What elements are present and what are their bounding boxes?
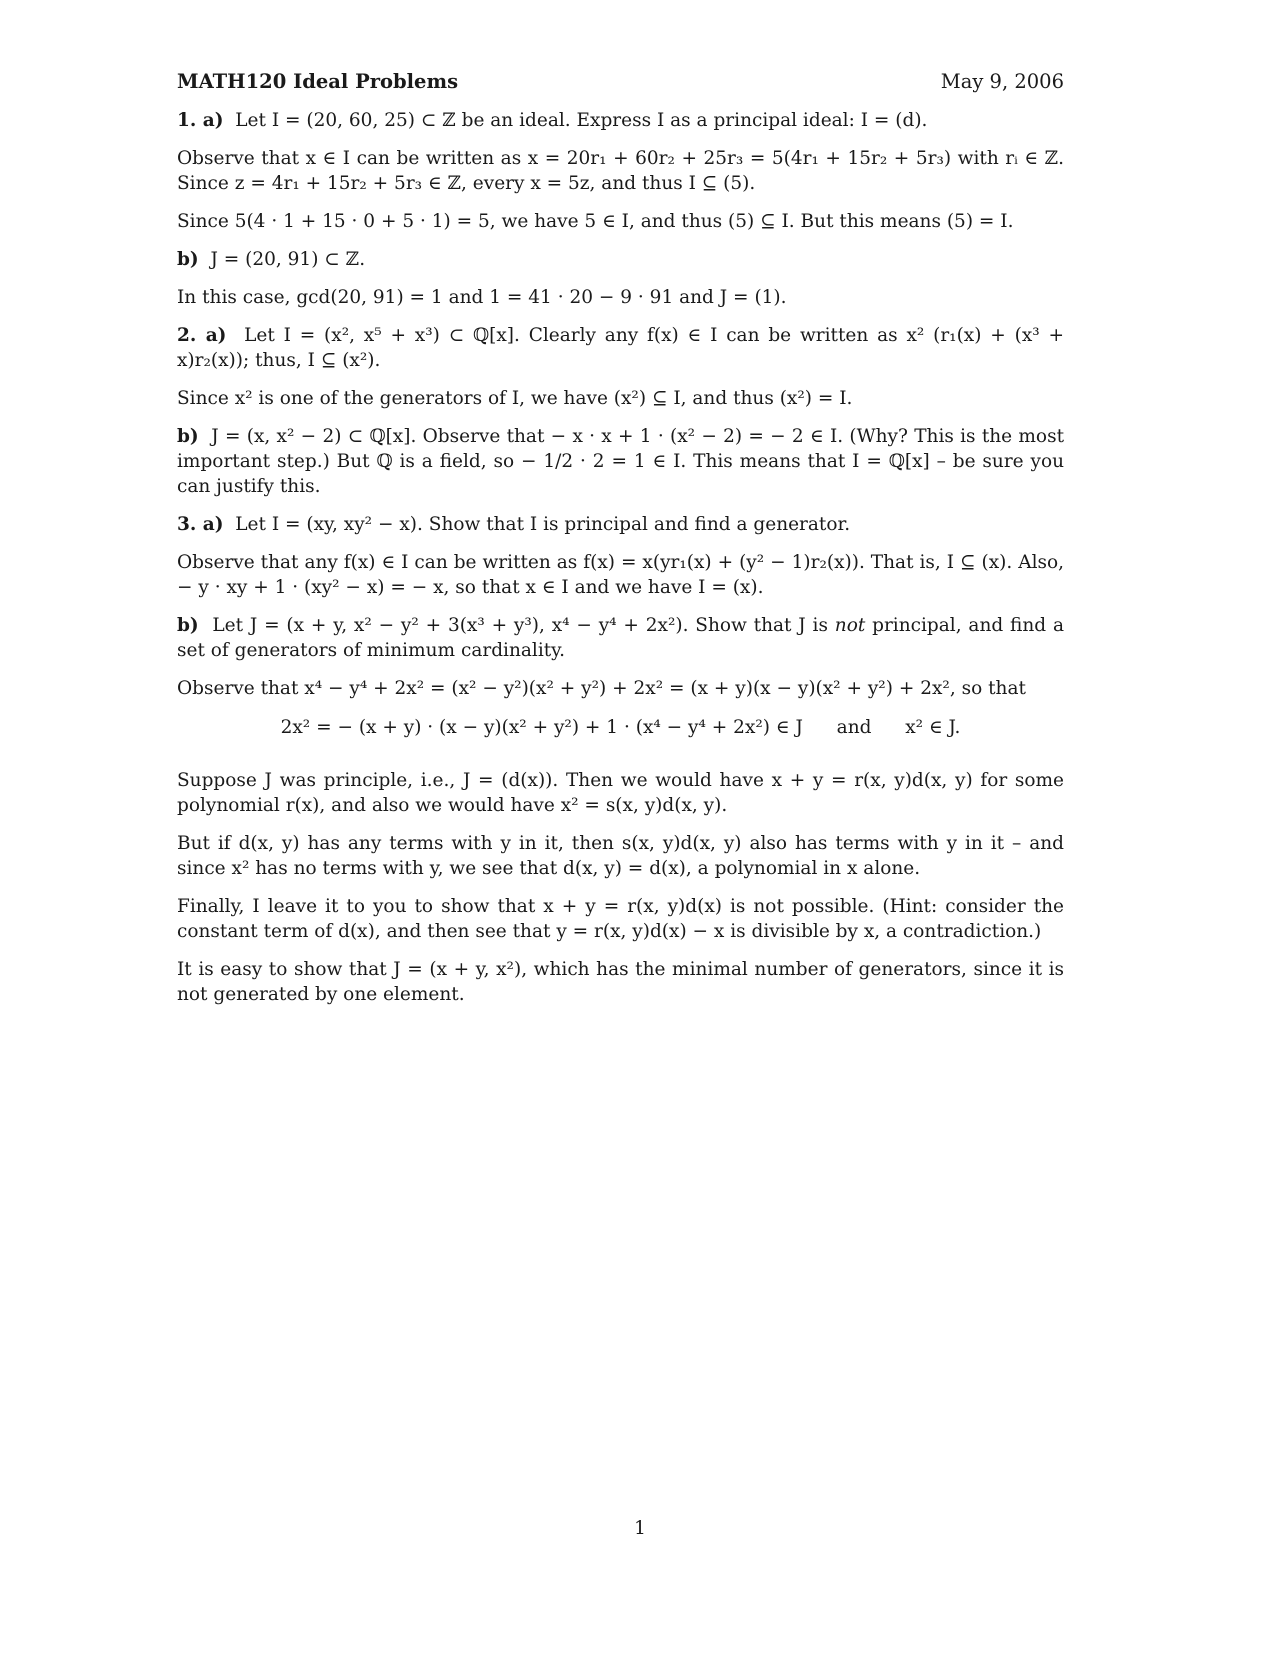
display-equation bbox=[177, 715, 1064, 740]
problem-3a-solution: Observe that any f(x) ∈ I can be written as f(x) = x(yr₁(x) + (y² − 1)r₂(x)). That is, I ⊆ (x). Also, − y · xy + 1 · (xy² − x) = − x, so that x ∈ I and we have I = (x). bbox=[177, 552, 1064, 598]
problem-2a-solution: Since x² is one of the generators of I, we have (x²) ⊆ I, and thus (x²) = I. bbox=[177, 388, 853, 409]
problem-3b-label: b) bbox=[177, 615, 199, 636]
problem-1a-solution-1: Observe that x ∈ I can be written as x = 20r₁ + 60r₂ + 25r₃ = 5(4r₁ + 15r₂ + 5r₃) with rᵢ ∈ ℤ. Since z = 4r₁ + 15r₂ + 5r₃ ∈ ℤ, every x = 5z, and thus I ⊆ (5). bbox=[177, 148, 1064, 194]
problem-3b-statement bbox=[177, 613, 1064, 663]
problem-2b-text: J = (x, x² − 2) ⊂ ℚ[x]. Observe that − x · x + 1 · (x² − 2) = − 2 ∈ I. (Why? This is the most important step.) But ℚ is a field, so − 1/2 · 2 = 1 ∈ I. This means that I = ℚ[x] – be sure you can justify this. bbox=[177, 426, 1065, 497]
display-equation-and: and bbox=[836, 717, 872, 738]
problem-2a-label: 2. a) bbox=[177, 325, 227, 346]
problem-3b-paragraph-4: It is easy to show that J = (x + y, x²), which has the minimal number of generators, since it is not generated by one element. bbox=[177, 959, 1064, 1005]
problem-2b-label: b) bbox=[177, 426, 199, 447]
page-header bbox=[177, 70, 1064, 93]
problem-3a-text: Let I = (xy, xy² − x). Show that I is principal and find a generator. bbox=[235, 514, 851, 535]
problem-3a-statement bbox=[177, 512, 1064, 537]
document-body bbox=[177, 108, 1064, 1020]
problem-3b-text-post: principal, and find a set of generators of minimum cardinality. bbox=[177, 615, 1064, 661]
problem-2a-text: Let I = (x², x⁵ + x³) ⊂ ℚ[x]. Clearly any f(x) ∈ I can be written as x² (r₁(x) + (x³ + x)r₂(x)); thus, I ⊆ (x²). bbox=[177, 325, 1064, 371]
problem-3b-paragraph-1: Suppose J was principle, i.e., J = (d(x)). Then we would have x + y = r(x, y)d(x, y) for some polynomial r(x), and also we would have x² = s(x, y)d(x, y). bbox=[177, 770, 1064, 816]
problem-2a-statement bbox=[177, 323, 1064, 373]
problem-3b-emphasis: not bbox=[834, 615, 866, 636]
problem-1b-text: J = (20, 91) ⊂ ℤ. bbox=[210, 249, 366, 270]
problem-1a-text: Let I = (20, 60, 25) ⊂ ℤ be an ideal. Express I as a principal ideal: I = (d). bbox=[235, 110, 928, 131]
problem-1a-statement bbox=[177, 108, 1064, 133]
problem-2b-statement bbox=[177, 424, 1064, 499]
problem-1a-label: 1. a) bbox=[177, 110, 224, 131]
problem-3b-paragraph-2: But if d(x, y) has any terms with y in it, then s(x, y)d(x, y) also has terms with y in it – and since x² has no terms with y, we see that d(x, y) = d(x), a polynomial in x alone. bbox=[177, 833, 1064, 879]
problem-3b-text-pre: Let J = (x + y, x² − y² + 3(x³ + y³), x⁴ − y⁴ + 2x²). Show that J is bbox=[212, 615, 828, 636]
document-date: May 9, 2006 bbox=[940, 70, 1064, 93]
display-equation-second: x² ∈ J. bbox=[905, 717, 961, 738]
problem-1b-statement bbox=[177, 247, 1064, 272]
problem-1b-label: b) bbox=[177, 249, 199, 270]
problem-3a-label: 3. a) bbox=[177, 514, 224, 535]
document-title: MATH120 Ideal Problems bbox=[177, 70, 459, 93]
display-equation-main: 2x² = − (x + y) · (x − y)(x² + y²) + 1 · (x⁴ − y⁴ + 2x²) ∈ J bbox=[280, 717, 803, 738]
problem-3b-paragraph-3: Finally, I leave it to you to show that x + y = r(x, y)d(x) is not possible. (Hint: consider the constant term of d(x), and then see that y = r(x, y)d(x) − x is divisible by x, a contradiction.) bbox=[177, 896, 1064, 942]
page-number: 1 bbox=[634, 1518, 646, 1539]
problem-3b-solution-intro: Observe that x⁴ − y⁴ + 2x² = (x² − y²)(x² + y²) + 2x² = (x + y)(x − y)(x² + y²) + 2x², so that bbox=[177, 678, 1026, 699]
problem-1b-solution: In this case, gcd(20, 91) = 1 and 1 = 41 · 20 − 9 · 91 and J = (1). bbox=[177, 287, 787, 308]
problem-1a-solution-2: Since 5(4 · 1 + 15 · 0 + 5 · 1) = 5, we have 5 ∈ I, and thus (5) ⊆ I. But this means (5) = I. bbox=[177, 211, 1014, 232]
